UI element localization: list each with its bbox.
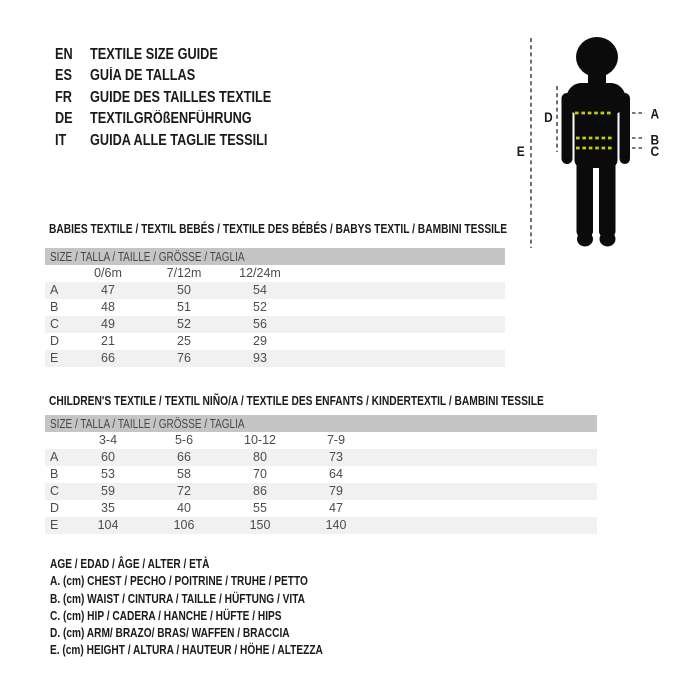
column-header-row xyxy=(45,265,505,282)
size-value: 51 xyxy=(177,300,191,314)
figure-label-d: D xyxy=(544,109,553,126)
silhouette-left-foot xyxy=(577,232,593,247)
size-value: 58 xyxy=(177,467,191,481)
children-size-table xyxy=(45,415,597,534)
size-value: 47 xyxy=(329,501,343,515)
figure-label-e: E xyxy=(516,143,525,160)
babies-section-title: BABIES TEXTILE / TEXTIL BEBÉS / TEXTILE DES BÉBÉS / BABYS TEXTIL / BAMBINI TESSILE xyxy=(49,221,508,236)
silhouette-left-arm xyxy=(562,93,573,164)
row-label: A xyxy=(50,450,59,464)
size-value: 104 xyxy=(97,518,119,532)
column-header: 5-6 xyxy=(174,433,194,447)
table-row xyxy=(45,282,505,299)
row-label: D xyxy=(50,501,60,515)
row-label: D xyxy=(50,334,60,348)
size-value: 150 xyxy=(249,518,271,532)
language-row xyxy=(55,130,311,151)
row-label: E xyxy=(50,351,59,365)
size-value: 21 xyxy=(101,334,115,348)
size-header-label: SIZE / TALLA / TAILLE / GRÖSSE / TAGLIA xyxy=(50,417,245,431)
size-value: 66 xyxy=(177,450,191,464)
column-header: 10-12 xyxy=(244,433,276,447)
silhouette-right-leg xyxy=(599,148,616,238)
language-title-list xyxy=(55,44,311,151)
table-row xyxy=(45,316,505,333)
language-row xyxy=(55,87,311,108)
size-value: 52 xyxy=(253,300,267,314)
size-header-bar xyxy=(45,415,597,432)
language-row xyxy=(55,65,311,86)
size-value: 106 xyxy=(173,518,195,532)
language-code: DE xyxy=(55,110,73,128)
legend-line: D. (cm) ARM/ BRAZO/ BRAS/ WAFFEN / BRACCIA xyxy=(50,625,290,641)
language-title: GUIDA ALLE TAGLIE TESSILI xyxy=(90,131,268,149)
size-value: 29 xyxy=(253,334,267,348)
table-row xyxy=(45,483,597,500)
size-value: 53 xyxy=(101,467,115,481)
legend-line: C. (cm) HIP / CADERA / HANCHE / HÜFTE / HIPS xyxy=(50,607,282,623)
size-value: 60 xyxy=(101,450,115,464)
table-row xyxy=(45,517,597,534)
size-value: 56 xyxy=(253,317,267,331)
legend-line: A. (cm) CHEST / PECHO / POITRINE / TRUHE / PETTO xyxy=(50,573,308,589)
legend-line: B. (cm) WAIST / CINTURA / TAILLE / HÜFTUNG / VITA xyxy=(50,590,305,606)
size-value: 59 xyxy=(101,484,115,498)
size-value: 25 xyxy=(177,334,191,348)
table-row xyxy=(45,466,597,483)
corner-cell xyxy=(45,432,70,449)
corner-cell xyxy=(45,265,70,282)
child-measurement-figure xyxy=(500,20,700,260)
children-section-title: CHILDREN'S TEXTILE / TEXTIL NIÑO/A / TEXTILE DES ENFANTS / KINDERTEXTIL / BAMBINI TESSILE xyxy=(49,393,544,408)
size-value: 35 xyxy=(101,501,115,515)
size-value: 55 xyxy=(253,501,267,515)
size-value: 86 xyxy=(253,484,267,498)
figure-label-b: B xyxy=(650,131,660,148)
table-row xyxy=(45,449,597,466)
silhouette-right-arm xyxy=(620,93,631,164)
size-value: 93 xyxy=(253,351,267,365)
language-code: ES xyxy=(55,67,72,85)
language-row xyxy=(55,44,311,65)
language-title: TEXTILGRÖßENFÜHRUNG xyxy=(90,110,252,128)
babies-size-table xyxy=(45,248,505,367)
size-value: 54 xyxy=(253,283,267,297)
language-title: TEXTILE SIZE GUIDE xyxy=(90,46,218,63)
figure-label-c: C xyxy=(650,143,660,160)
size-header-bar xyxy=(45,248,505,265)
language-code: IT xyxy=(55,131,67,149)
size-value: 73 xyxy=(329,450,343,464)
legend-line: E. (cm) HEIGHT / ALTURA / HAUTEUR / HÖHE / ALTEZZA xyxy=(50,642,323,658)
silhouette-right-foot xyxy=(600,232,616,247)
row-label: B xyxy=(50,300,59,314)
table-row xyxy=(45,500,597,517)
language-title: GUIDE DES TAILLES TEXTILE xyxy=(90,88,272,106)
size-value: 52 xyxy=(177,317,191,331)
size-value: 48 xyxy=(101,300,115,314)
size-value: 79 xyxy=(329,484,343,498)
size-value: 80 xyxy=(253,450,267,464)
table-row xyxy=(45,299,505,316)
size-value: 76 xyxy=(177,351,191,365)
size-value: 66 xyxy=(101,351,115,365)
column-header-row xyxy=(45,432,597,449)
size-value: 50 xyxy=(177,283,191,297)
row-label: C xyxy=(50,317,60,331)
column-header: 12/24m xyxy=(239,266,281,280)
size-value: 72 xyxy=(177,484,191,498)
row-label: E xyxy=(50,518,59,532)
child-silhouette xyxy=(562,37,631,247)
size-value: 47 xyxy=(101,283,115,297)
row-label: C xyxy=(50,484,60,498)
row-label: B xyxy=(50,467,59,481)
table-row xyxy=(45,350,505,367)
size-value: 70 xyxy=(253,467,267,481)
silhouette-left-leg xyxy=(577,148,594,238)
silhouette-head xyxy=(576,37,618,77)
legend-line: AGE / EDAD / ÂGE / ALTER / ETÀ xyxy=(50,556,210,571)
column-header: 0/6m xyxy=(94,266,122,280)
language-row xyxy=(55,108,311,129)
table-row xyxy=(45,333,505,350)
size-value: 49 xyxy=(101,317,115,331)
language-title: GUÍA DE TALLAS xyxy=(90,67,196,85)
figure-label-a: A xyxy=(650,105,660,122)
size-value: 64 xyxy=(329,467,343,481)
column-header: 3-4 xyxy=(98,433,118,447)
language-code: EN xyxy=(55,46,73,63)
language-code: FR xyxy=(55,88,72,106)
column-header: 7-9 xyxy=(326,433,346,447)
column-header: 7/12m xyxy=(166,266,202,280)
size-value: 40 xyxy=(177,501,191,515)
size-header-label: SIZE / TALLA / TAILLE / GRÖSSE / TAGLIA xyxy=(50,250,245,264)
row-label: A xyxy=(50,283,59,297)
measurement-legend xyxy=(50,555,400,659)
size-value: 140 xyxy=(325,518,347,532)
